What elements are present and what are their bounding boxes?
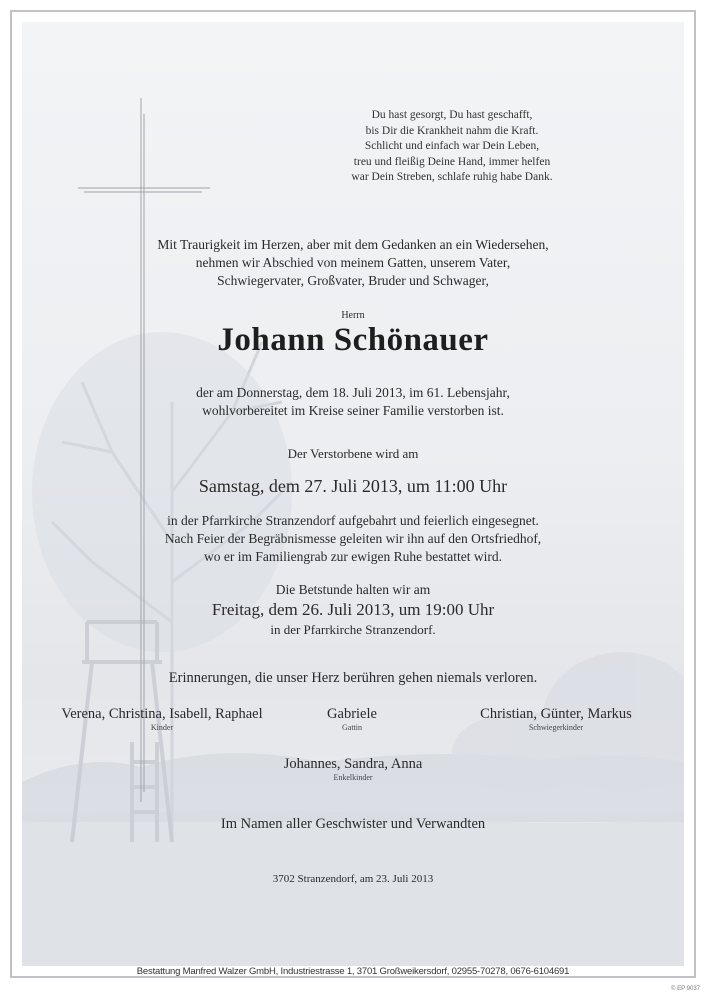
undertaker-footer: Bestattung Manfred Walzer GmbH, Industriestrasse 1, 3701 Großweikersdorf, 02955-70278, 0676-6104691 [136,966,570,977]
prayer-date: Freitag, dem 26. Juli 2013, um 19:00 Uhr [211,600,495,619]
family-names: Gabriele [327,706,377,722]
family-names: Verena, Christina, Isabell, Raphael [61,706,263,722]
ceremony-line: Nach Feier der Begräbnismesse geleiten wir ihn auf den Ortsfriedhof, [164,531,542,546]
poem-line: Schlicht und einfach war Dein Leben, [364,140,540,152]
ceremony-text [22,512,684,566]
family-group-children [42,706,282,732]
siblings-line: Im Namen aller Geschwister und Verwandten [220,816,486,832]
prayer-intro: Die Betstunde halten wir am [275,582,431,597]
intro-line: nehmen wir Abschied von meinem Gatten, unserem Vater, [195,255,511,270]
poem-line: treu und fleißig Deine Hand, immer helfen [353,155,551,168]
family-group-wife [302,706,402,732]
family-role: Gattin [342,723,362,732]
salutation: Herrn [341,310,365,321]
grandchildren-names: Johannes, Sandra, Anna [283,756,423,772]
intro-line: Mit Traurigkeit im Herzen, aber mit dem Gedanken an ein Wiedersehen, [157,237,549,252]
memory-quote: Erinnerungen, die unser Herz berühren gehen niemals verloren. [168,670,538,686]
death-notice-line: der am Donnerstag, dem 18. Juli 2013, im 61. Lebensjahr, [196,385,510,400]
intro-text [22,236,684,290]
parte-panel [22,22,684,966]
family-role: Kinder [150,723,174,732]
prayer-place: in der Pfarrkirche Stranzendorf. [270,622,436,637]
poem-line: war Dein Streben, schlafe ruhig habe Dank. [351,171,553,183]
family-role: Schwiegerkinder [528,723,584,732]
copyright: © EP 9037 [671,986,700,992]
funeral-date: Samstag, dem 27. Juli 2013, um 11:00 Uhr [198,476,508,496]
family-group-in-laws [456,706,656,732]
place-date: 3702 Stranzendorf, am 23. Juli 2013 [272,873,434,885]
grandchildren [22,756,684,782]
poem-line: Du hast gesorgt, Du hast geschafft, [371,109,533,121]
death-notice-line: wohlvorbereitet im Kreise seiner Familie verstorben ist. [202,403,504,418]
funeral-announce: Der Verstorbene wird am [287,446,419,461]
intro-line: Schwiegervater, Großvater, Bruder und Schwager, [217,273,489,288]
family-names: Christian, Günter, Markus [480,706,632,722]
death-notice [22,384,684,420]
ceremony-line: wo er im Familiengrab zur ewigen Ruhe bestattet wird. [203,549,503,564]
poem [322,108,582,186]
grandchildren-role: Enkelkinder [333,773,373,782]
deceased-name: Johann Schönauer [217,322,489,358]
poem-line: bis Dir die Krankheit nahm die Kraft. [365,124,539,137]
ceremony-line: in der Pfarrkirche Stranzendorf aufgebahrt und feierlich eingesegnet. [167,513,539,528]
